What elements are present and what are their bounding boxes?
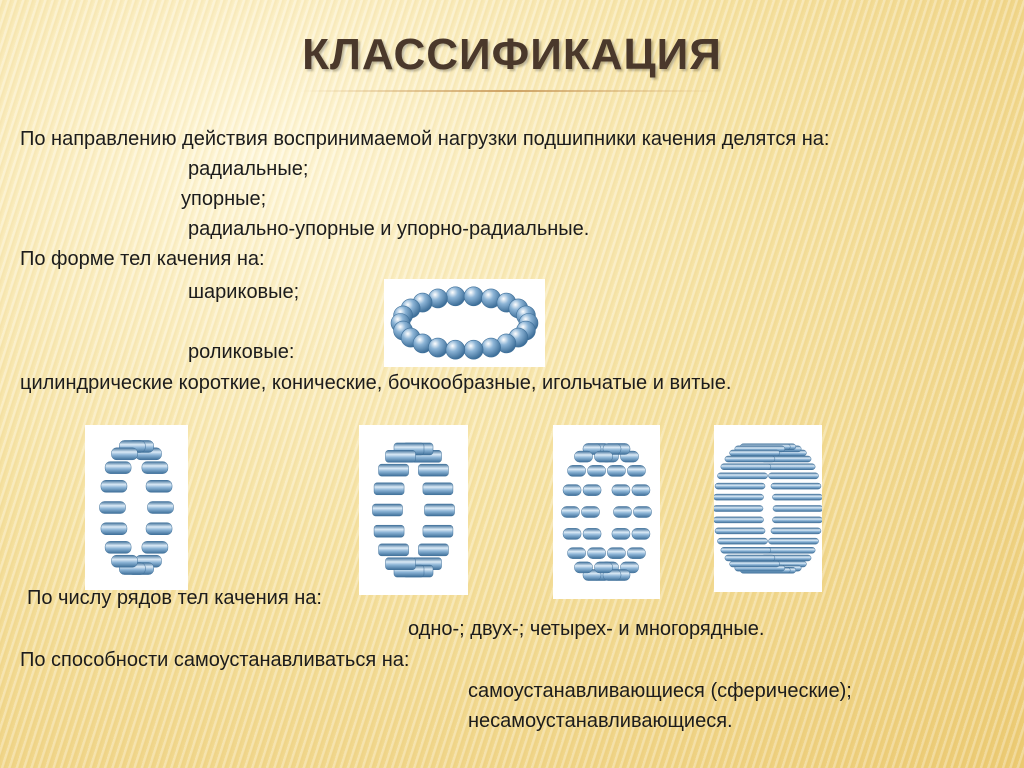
roller-element — [614, 507, 652, 518]
slide-title: КЛАССИФИКАЦИЯ — [302, 30, 722, 79]
roller-element — [386, 450, 416, 462]
text-load-direction: По направлению действия воспринимаемой нагрузки подшипники качения делятся на: — [20, 128, 830, 150]
ball-element — [446, 340, 465, 359]
text-rows: По числу рядов тел качения на: — [27, 587, 322, 609]
roller-element — [373, 504, 403, 516]
roller-element — [607, 465, 645, 476]
roller-element — [717, 473, 767, 479]
roller-element — [563, 528, 601, 539]
roller-element — [146, 523, 172, 535]
cylindrical-roller-image — [85, 425, 188, 590]
roller-element — [142, 541, 168, 553]
roller-element — [568, 465, 606, 476]
roller-element — [771, 528, 821, 534]
roller-element — [769, 473, 819, 479]
roller-element — [425, 504, 455, 516]
roller-element — [715, 483, 765, 489]
roller-element — [714, 506, 763, 512]
text-rolling-shape: По форме тел качения на: — [20, 248, 265, 270]
roller-element — [379, 464, 409, 476]
roller-element — [562, 507, 600, 518]
roller-element — [568, 548, 606, 559]
roller-element — [721, 464, 771, 470]
roller-element — [765, 547, 815, 553]
roller-element — [148, 502, 174, 514]
roller-element — [423, 483, 453, 495]
roller-element — [765, 464, 815, 470]
cylindrical-roller-ring-icon — [85, 425, 188, 590]
roller-element — [730, 561, 780, 567]
roller-element — [374, 525, 404, 537]
text-roller: роликовые: — [188, 341, 295, 363]
roller-element — [721, 547, 771, 553]
ball-element — [428, 338, 447, 357]
roller-element — [386, 558, 416, 570]
roller-element — [714, 494, 764, 500]
roller-element — [146, 480, 172, 492]
barrel-roller-image — [553, 425, 660, 599]
text-radial: радиальные; — [188, 158, 309, 180]
ball-element — [464, 287, 483, 306]
roller-element — [142, 462, 168, 474]
roller-element — [101, 480, 127, 492]
roller-element — [563, 485, 601, 496]
needle-roller-ring-icon — [714, 425, 822, 592]
needle-roller-image — [714, 425, 822, 592]
roller-element — [725, 456, 775, 462]
ball-element — [446, 287, 465, 306]
roller-element — [771, 483, 821, 489]
roller-element — [772, 494, 822, 500]
roller-element — [772, 517, 822, 523]
roller-element — [105, 462, 131, 474]
text-self-aligning: самоустанавливающиеся (сферические); — [468, 680, 852, 702]
roller-element — [423, 525, 453, 537]
text-roller-types: цилиндрические короткие, конические, бочкообразные, игольчатые и витые. — [20, 372, 732, 394]
text-self-align: По способности самоустанавливаться на: — [20, 649, 410, 671]
text-non-self-aligning: несамоустанавливающиеся. — [468, 710, 733, 732]
ball-element — [482, 338, 501, 357]
roller-element — [379, 544, 409, 556]
text-ball: шариковые; — [188, 281, 300, 303]
roller-element — [112, 555, 138, 567]
roller-element — [715, 528, 765, 534]
roller-element — [717, 538, 767, 544]
roller-element — [105, 541, 131, 553]
roller-element — [730, 450, 780, 456]
roller-element — [112, 448, 138, 460]
roller-element — [612, 485, 650, 496]
text-thrust: упорные; — [181, 188, 267, 210]
text-angular: радиально-упорные и упорно-радиальные. — [188, 218, 590, 240]
roller-element — [418, 544, 448, 556]
tapered-roller-image — [359, 425, 468, 595]
roller-element — [418, 464, 448, 476]
roller-element — [769, 538, 819, 544]
roller-element — [374, 483, 404, 495]
ball-bearing-ring-icon — [384, 279, 545, 367]
ball-element — [464, 340, 483, 359]
roller-element — [612, 528, 650, 539]
ball-ring-image — [384, 279, 545, 367]
barrel-roller-ring-icon — [553, 425, 660, 599]
roller-element — [773, 506, 822, 512]
roller-element — [725, 555, 775, 561]
roller-element — [714, 517, 764, 523]
roller-element — [100, 502, 126, 514]
roller-element — [607, 548, 645, 559]
roller-element — [101, 523, 127, 535]
title-underline — [300, 90, 720, 92]
text-row-types: одно-; двух-; четырех- и многорядные. — [408, 618, 765, 640]
tapered-roller-ring-icon — [359, 425, 468, 595]
